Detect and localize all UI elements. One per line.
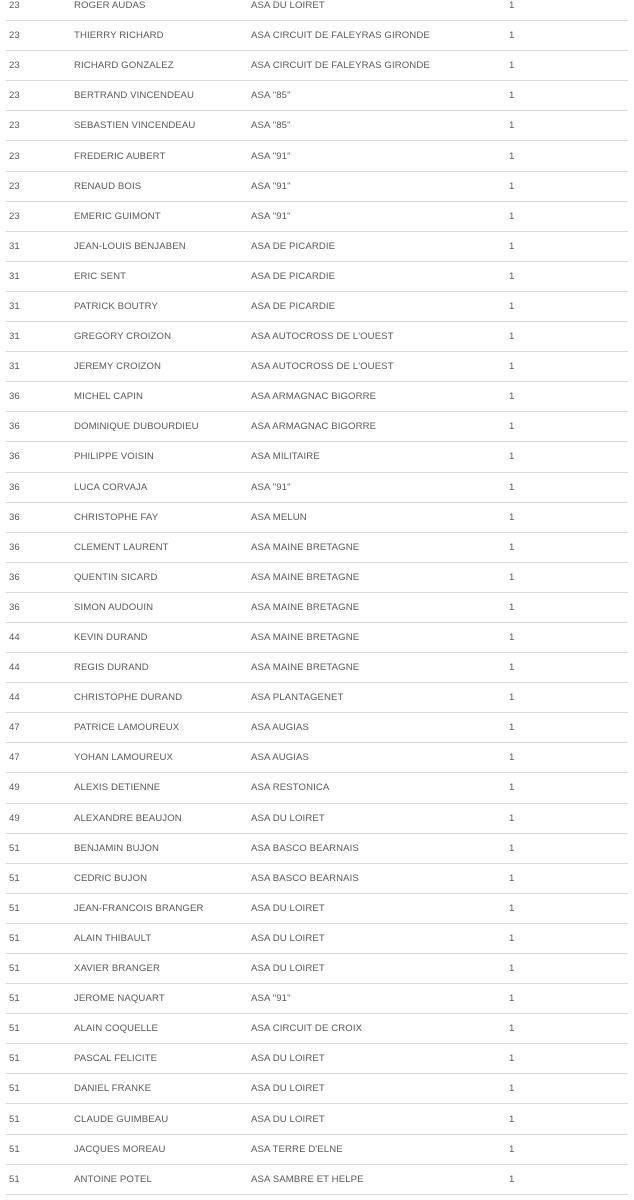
club-name-cell: ASA CIRCUIT DE CROIX [251,1023,363,1035]
rank-cell: 23 [9,180,20,192]
driver-name-cell: DANIEL FRANKE [74,1083,152,1095]
points-cell: 1 [509,210,515,222]
table-row [6,683,628,713]
points-cell: 1 [509,872,515,884]
table-row [6,292,628,322]
driver-name-cell: ROGER AUDAS [74,0,146,12]
driver-name-cell: BENJAMIN BUJON [74,842,160,854]
table-row [6,533,628,563]
table-row [6,743,628,773]
table-row [6,172,628,202]
rank-cell: 31 [9,270,20,282]
club-name-cell: ASA "91" [251,210,291,222]
club-name-cell: ASA DU LOIRET [251,963,325,975]
club-name-cell: ASA AUTOCROSS DE L'OUEST [251,331,394,343]
club-name-cell: ASA TERRE D'ELNE [251,1143,343,1155]
points-cell: 1 [509,993,515,1005]
club-name-cell: ASA "91" [251,180,291,192]
points-cell: 1 [509,722,515,734]
rank-cell: 51 [9,842,20,854]
club-name-cell: ASA MAINE BRETAGNE [251,601,360,613]
points-cell: 1 [509,752,515,764]
table-row [6,1014,628,1044]
points-cell: 1 [509,812,515,824]
rank-cell: 51 [9,1173,20,1185]
table-row [6,262,628,292]
rank-cell: 23 [9,0,20,12]
club-name-cell: ASA MAINE BRETAGNE [251,541,360,553]
club-name-cell: ASA DU LOIRET [251,1083,325,1095]
rank-cell: 36 [9,391,20,403]
table-row [6,864,628,894]
table-row [6,322,628,352]
driver-name-cell: JEAN-LOUIS BENJABEN [74,240,186,252]
driver-name-cell: CLEMENT LAURENT [74,541,169,553]
driver-name-cell: JEROME NAQUART [74,993,165,1005]
rank-cell: 36 [9,481,20,493]
table-row [6,713,628,743]
driver-name-cell: REGIS DURAND [74,662,149,674]
driver-name-cell: ERIC SENT [74,270,127,282]
points-cell: 1 [509,30,515,42]
rank-cell: 49 [9,812,20,824]
club-name-cell: ASA DE PICARDIE [251,240,336,252]
points-cell: 1 [509,601,515,613]
table-row [6,563,628,593]
driver-name-cell: ALEXANDRE BEAUJON [74,812,182,824]
club-name-cell: ASA DE PICARDIE [251,270,336,282]
driver-name-cell: CHRISTOPHE DURAND [74,692,183,704]
table-row [6,924,628,954]
table-row [6,442,628,472]
rank-cell: 23 [9,210,20,222]
points-cell: 1 [509,511,515,523]
points-cell: 1 [509,240,515,252]
driver-name-cell: ANTOINE POTEL [74,1173,152,1185]
table-row [6,1074,628,1104]
points-cell: 1 [509,902,515,914]
table-row [6,51,628,81]
table-row [6,232,628,262]
club-name-cell: ASA BASCO BEARNAIS [251,872,359,884]
club-name-cell: ASA AUGIAS [251,722,310,734]
club-name-cell: ASA ARMAGNAC BIGORRE [251,391,377,403]
points-cell: 1 [509,692,515,704]
rank-cell: 51 [9,872,20,884]
points-cell: 1 [509,782,515,794]
club-name-cell: ASA DU LOIRET [251,932,325,944]
club-name-cell: ASA DU LOIRET [251,1113,325,1125]
table-row [6,1104,628,1134]
table-row [6,1165,628,1195]
driver-name-cell: EMERIC GUIMONT [74,210,161,222]
club-name-cell: ASA DU LOIRET [251,812,325,824]
table-row [6,412,628,442]
driver-name-cell: GREGORY CROIZON [74,331,172,343]
table-row [6,1135,628,1165]
club-name-cell: ASA RESTONICA [251,782,330,794]
driver-name-cell: CEDRIC BUJON [74,872,148,884]
rank-cell: 36 [9,451,20,463]
driver-name-cell: MICHEL CAPIN [74,391,144,403]
table-row [6,473,628,503]
driver-name-cell: DOMINIQUE DUBOURDIEU [74,421,199,433]
rank-cell: 36 [9,541,20,553]
points-cell: 1 [509,963,515,975]
club-name-cell: ASA MILITAIRE [251,451,320,463]
table-row [6,382,628,412]
rank-cell: 51 [9,932,20,944]
driver-name-cell: PASCAL FELICITE [74,1053,158,1065]
table-row [6,1044,628,1074]
points-cell: 1 [509,120,515,132]
rank-cell: 49 [9,782,20,794]
driver-name-cell: JEAN-FRANCOIS BRANGER [74,902,204,914]
table-row [6,503,628,533]
rank-cell: 36 [9,421,20,433]
points-cell: 1 [509,361,515,373]
club-name-cell: ASA DU LOIRET [251,902,325,914]
driver-name-cell: XAVIER BRANGER [74,963,160,975]
driver-name-cell: JEREMY CROIZON [74,361,162,373]
rank-cell: 31 [9,240,20,252]
points-cell: 1 [509,481,515,493]
table-row [6,21,628,51]
club-name-cell: ASA MAINE BRETAGNE [251,571,360,583]
driver-name-cell: PATRICE LAMOUREUX [74,722,180,734]
club-name-cell: ASA "85" [251,90,291,102]
table-row [6,81,628,111]
club-name-cell: ASA DE PICARDIE [251,300,336,312]
club-name-cell: ASA CIRCUIT DE FALEYRAS GIRONDE [251,60,430,72]
club-name-cell: ASA SAMBRE ET HELPE [251,1173,364,1185]
rank-cell: 44 [9,692,20,704]
table-row [6,804,628,834]
rank-cell: 51 [9,902,20,914]
rank-cell: 23 [9,120,20,132]
driver-name-cell: QUENTIN SICARD [74,571,158,583]
points-cell: 1 [509,331,515,343]
points-cell: 1 [509,0,515,12]
points-cell: 1 [509,300,515,312]
club-name-cell: ASA MAINE BRETAGNE [251,662,360,674]
rank-cell: 51 [9,1143,20,1155]
driver-name-cell: PHILIPPE VOISIN [74,451,154,463]
club-name-cell: ASA BASCO BEARNAIS [251,842,359,854]
driver-name-cell: CLAUDE GUIMBEAU [74,1113,169,1125]
table-row [6,773,628,803]
driver-name-cell: RENAUD BOIS [74,180,142,192]
points-cell: 1 [509,421,515,433]
club-name-cell: ASA AUTOCROSS DE L'OUEST [251,361,394,373]
rank-cell: 44 [9,662,20,674]
points-cell: 1 [509,60,515,72]
table-row [6,954,628,984]
points-cell: 1 [509,391,515,403]
table-row [6,653,628,683]
rank-cell: 31 [9,361,20,373]
points-cell: 1 [509,571,515,583]
rank-cell: 23 [9,30,20,42]
driver-name-cell: RICHARD GONZALEZ [74,60,174,72]
rank-cell: 51 [9,1083,20,1095]
table-row [6,984,628,1014]
club-name-cell: ASA DU LOIRET [251,1053,325,1065]
table-row [6,352,628,382]
rank-cell: 36 [9,601,20,613]
points-cell: 1 [509,180,515,192]
points-cell: 1 [509,662,515,674]
points-cell: 1 [509,90,515,102]
table-row [6,623,628,653]
driver-name-cell: PATRICK BOUTRY [74,300,159,312]
club-name-cell: ASA "91" [251,993,291,1005]
rank-cell: 36 [9,511,20,523]
points-cell: 1 [509,150,515,162]
rank-cell: 23 [9,150,20,162]
rank-cell: 44 [9,632,20,644]
rank-cell: 51 [9,993,20,1005]
table-row [6,141,628,171]
driver-name-cell: SEBASTIEN VINCENDEAU [74,120,196,132]
driver-name-cell: THIERRY RICHARD [74,30,164,42]
table-row [6,0,628,21]
club-name-cell: ASA MAINE BRETAGNE [251,632,360,644]
driver-name-cell: LUCA CORVAJA [74,481,148,493]
club-name-cell: ASA "85" [251,120,291,132]
table-row [6,834,628,864]
driver-name-cell: BERTRAND VINCENDEAU [74,90,195,102]
rank-cell: 23 [9,90,20,102]
table-row [6,111,628,141]
points-cell: 1 [509,1023,515,1035]
driver-name-cell: JACQUES MOREAU [74,1143,166,1155]
points-cell: 1 [509,1053,515,1065]
driver-name-cell: FREDERIC AUBERT [74,150,166,162]
rank-cell: 36 [9,571,20,583]
rank-cell: 31 [9,331,20,343]
club-name-cell: ASA ARMAGNAC BIGORRE [251,421,377,433]
rank-cell: 23 [9,60,20,72]
points-cell: 1 [509,632,515,644]
club-name-cell: ASA DU LOIRET [251,0,325,12]
rank-cell: 51 [9,1023,20,1035]
club-name-cell: ASA "91" [251,481,291,493]
points-cell: 1 [509,1173,515,1185]
rank-cell: 31 [9,300,20,312]
points-cell: 1 [509,451,515,463]
club-name-cell: ASA CIRCUIT DE FALEYRAS GIRONDE [251,30,430,42]
points-cell: 1 [509,1143,515,1155]
club-name-cell: ASA MELUN [251,511,307,523]
club-name-cell: ASA "91" [251,150,291,162]
driver-name-cell: YOHAN LAMOUREUX [74,752,174,764]
rank-cell: 51 [9,963,20,975]
club-name-cell: ASA AUGIAS [251,752,310,764]
driver-name-cell: KEVIN DURAND [74,632,148,644]
table-row [6,202,628,232]
points-cell: 1 [509,1083,515,1095]
points-cell: 1 [509,541,515,553]
rank-cell: 51 [9,1113,20,1125]
driver-name-cell: SIMON AUDOUIN [74,601,154,613]
rank-cell: 51 [9,1053,20,1065]
table-row [6,894,628,924]
table-row [6,593,628,623]
driver-name-cell: ALAIN COQUELLE [74,1023,159,1035]
driver-name-cell: ALAIN THIBAULT [74,932,152,944]
points-cell: 1 [509,932,515,944]
club-name-cell: ASA PLANTAGENET [251,692,344,704]
points-cell: 1 [509,842,515,854]
points-cell: 1 [509,1113,515,1125]
rank-cell: 47 [9,752,20,764]
driver-name-cell: ALEXIS DETIENNE [74,782,161,794]
driver-name-cell: CHRISTOPHE FAY [74,511,159,523]
points-cell: 1 [509,270,515,282]
rank-cell: 47 [9,722,20,734]
